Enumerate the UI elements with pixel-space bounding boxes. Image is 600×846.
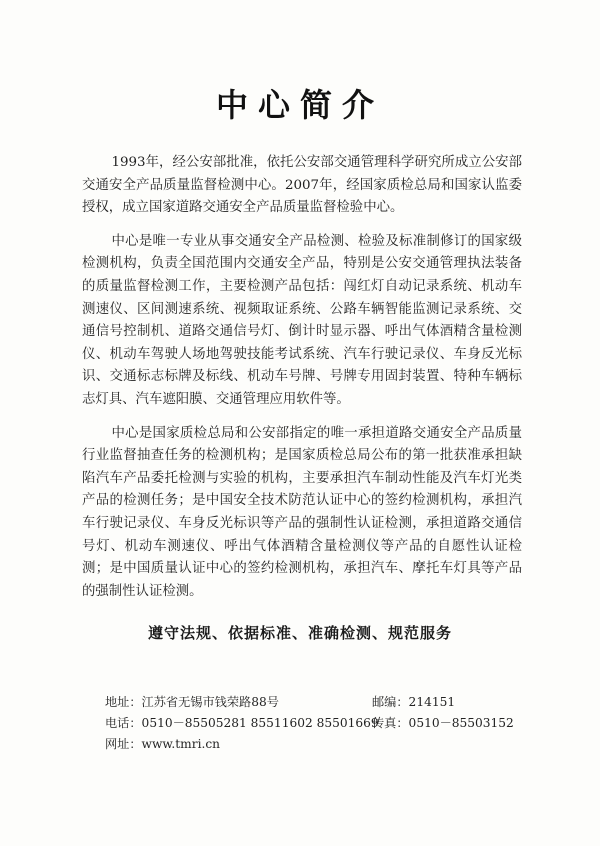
website-text: 网址：www.tmri.cn	[105, 737, 221, 751]
contact-row-phone	[105, 713, 525, 734]
intro-body	[82, 152, 522, 614]
address-text: 地址：江苏省无锡市钱荣路88号	[105, 695, 279, 709]
intro-paragraph-3: 中心是国家质检总局和公安部指定的唯一承担道路交通安全产品质量行业监督抽查任务的检测机构；是国家质检总局公布的第一批获准承担缺陷汽车产品委托检测与实验的机构，主要承担汽车制动性能及汽车灯光类产品的检测任务；是中国安全技术防范认证中心的签约检测机构，承担汽车行驶记录仪、车身反光标识等产品的强制性认证检测，承担道路交通信号灯、机动车测速仪、呼出气体酒精含量检测仪等产品的自愿性认证检测；是中国质量认证中心的签约检测机构，承担汽车、摩托车灯具等产品的强制性认证检测。	[82, 425, 522, 599]
intro-paragraph-1: 1993年，经公安部批准，依托公安部交通管理科学研究所成立公安部交通安全产品质量监督检测中心。2007年，经国家质检总局和国家认监委授权，成立国家道路交通安全产品质量监督检验中心。	[82, 155, 522, 216]
contact-block	[105, 692, 525, 755]
contact-row-website	[105, 734, 525, 755]
contact-row-address	[105, 692, 525, 713]
postcode-text: 邮编：214151	[372, 695, 456, 709]
intro-paragraph-2: 中心是唯一专业从事交通安全产品检测、检验及标准制修订的国家级检测机构，负责全国范围内交通安全产品，特别是公安交通管理执法装备的质量监督检测工作，主要检测产品包括：闯红灯自动记录系统、机动车测速仪、区间测速系统、视频取证系统、公路车辆智能监测记录系统、交通信号控制机、道路交通信号灯、倒计时显示器、呼出气体酒精含量检测仪、机动车驾驶人场地驾驶技能考试系统、汽车行驶记录仪、车身反光标识、交通标志标牌及标线、机动车号牌、号牌专用固封装置、特种车辆标志灯具、汽车遮阳膜、交通管理应用软件等。	[82, 233, 522, 407]
motto-slogan: 遵守法规、依据标准、准确检测、规范服务	[147, 624, 452, 642]
page-title: 中心简介	[215, 86, 384, 124]
fax-text: 传真：0510－85503152	[372, 716, 514, 730]
phone-text: 电话：0510－85505281 85511602 85501669	[105, 716, 379, 730]
